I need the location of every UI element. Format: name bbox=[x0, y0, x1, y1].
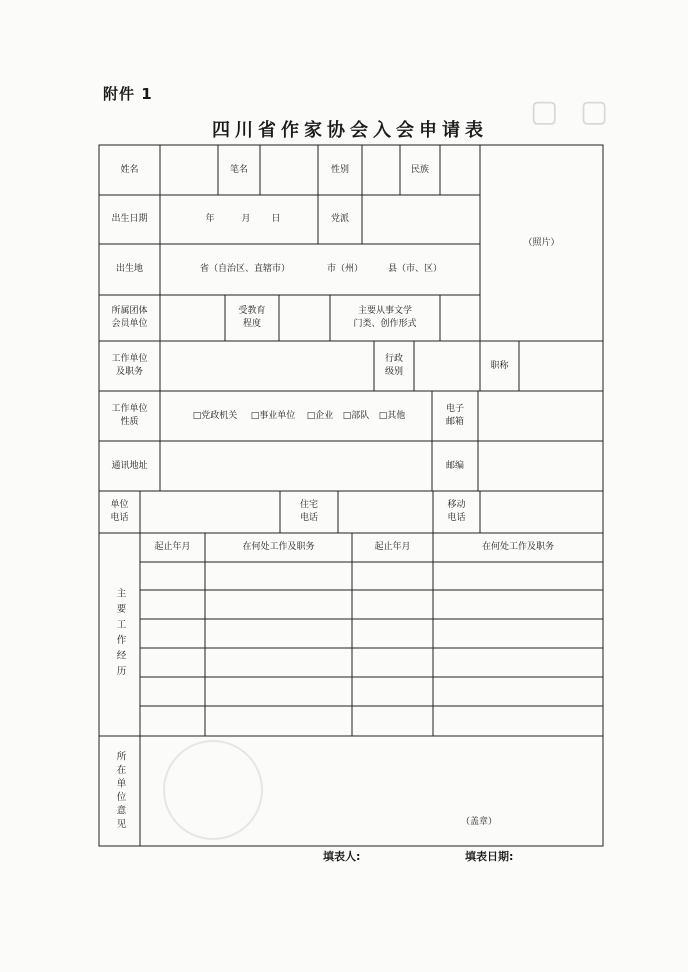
gender-label: 性别 bbox=[330, 164, 349, 175]
org-label: 所属团体 会员单位 bbox=[111, 306, 148, 329]
education-field[interactable] bbox=[279, 295, 330, 341]
party-field[interactable] bbox=[362, 195, 480, 244]
experience-label-text: 主要工作经历 bbox=[114, 588, 126, 681]
office-phone-label: 单位 电话 bbox=[110, 500, 129, 523]
org-field[interactable] bbox=[160, 295, 225, 341]
postcode-field[interactable] bbox=[478, 441, 603, 491]
name-field[interactable] bbox=[160, 145, 218, 195]
address-label: 通讯地址 bbox=[111, 460, 148, 471]
postcode-label: 邮编 bbox=[445, 460, 464, 471]
opinion-label-text: 所在单位意见 bbox=[114, 750, 126, 832]
admin-level-field[interactable] bbox=[414, 341, 480, 391]
month-label: 月 bbox=[241, 214, 251, 224]
option-army[interactable]: □部队 bbox=[342, 410, 370, 421]
address-field[interactable] bbox=[160, 441, 432, 491]
genre-field[interactable] bbox=[440, 295, 480, 341]
genre-label: 主要从事文学 门类、创作形式 bbox=[353, 306, 417, 329]
fill-date-label: 填表日期: bbox=[465, 850, 514, 863]
experience-label bbox=[99, 533, 140, 736]
option-other[interactable]: □其他 bbox=[378, 410, 406, 421]
photo-box[interactable]: （照片） bbox=[523, 237, 560, 248]
office-phone-field[interactable] bbox=[140, 491, 280, 533]
home-phone-label: 住宅 电话 bbox=[299, 500, 318, 523]
workplace-field[interactable] bbox=[160, 341, 374, 391]
attachment-label: 附件 1 bbox=[103, 85, 153, 103]
exp-period-header-2: 起止年月 bbox=[374, 542, 411, 552]
pen-name-field[interactable] bbox=[260, 145, 318, 195]
gender-field[interactable] bbox=[362, 145, 400, 195]
option-party-gov[interactable]: □党政机关 bbox=[192, 410, 238, 421]
admin-level-label: 行政 级别 bbox=[384, 354, 403, 377]
experience-entries[interactable] bbox=[140, 562, 603, 736]
birthplace-label: 出生地 bbox=[115, 264, 143, 274]
name-label: 姓名 bbox=[120, 164, 139, 175]
workplace-label: 工作单位 及职务 bbox=[111, 354, 148, 377]
pen-name-label: 笔名 bbox=[229, 164, 248, 175]
year-label: 年 bbox=[205, 214, 215, 224]
opinion-field[interactable] bbox=[140, 736, 603, 846]
form-title: 四川省作家协会入会申请表 bbox=[212, 120, 488, 141]
day-label: 日 bbox=[271, 214, 281, 224]
work-nature-label: 工作单位 性质 bbox=[111, 404, 148, 427]
education-label: 受教育 程度 bbox=[238, 306, 266, 329]
filler-label: 填表人: bbox=[323, 850, 361, 863]
bleed-through-decoration: ▢ ▢ bbox=[530, 94, 615, 129]
mobile-field[interactable] bbox=[480, 491, 603, 533]
city-label: 市（州） bbox=[326, 264, 363, 274]
opinion-label bbox=[99, 736, 140, 846]
ethnicity-label: 民族 bbox=[410, 164, 429, 175]
exp-work-header-1: 在何处工作及职务 bbox=[242, 542, 315, 552]
birth-date-label: 出生日期 bbox=[111, 214, 148, 224]
exp-work-header-2: 在何处工作及职务 bbox=[481, 542, 554, 552]
mobile-label: 移动 电话 bbox=[447, 500, 466, 523]
party-label: 党派 bbox=[330, 214, 349, 224]
email-label: 电子 邮箱 bbox=[445, 404, 464, 427]
county-label: 县（市、区） bbox=[387, 264, 442, 274]
title-rank-field[interactable] bbox=[519, 341, 603, 391]
option-enterprise[interactable]: □企业 bbox=[306, 410, 334, 421]
seal-label: （盖章） bbox=[460, 816, 497, 827]
ethnicity-field[interactable] bbox=[440, 145, 480, 195]
exp-period-header-1: 起止年月 bbox=[154, 542, 191, 552]
home-phone-field[interactable] bbox=[338, 491, 433, 533]
title-rank-label: 职称 bbox=[490, 360, 509, 371]
email-field[interactable] bbox=[478, 391, 603, 441]
option-public-inst[interactable]: □事业单位 bbox=[250, 410, 296, 421]
province-label: 省（自治区、直辖市） bbox=[199, 264, 290, 274]
